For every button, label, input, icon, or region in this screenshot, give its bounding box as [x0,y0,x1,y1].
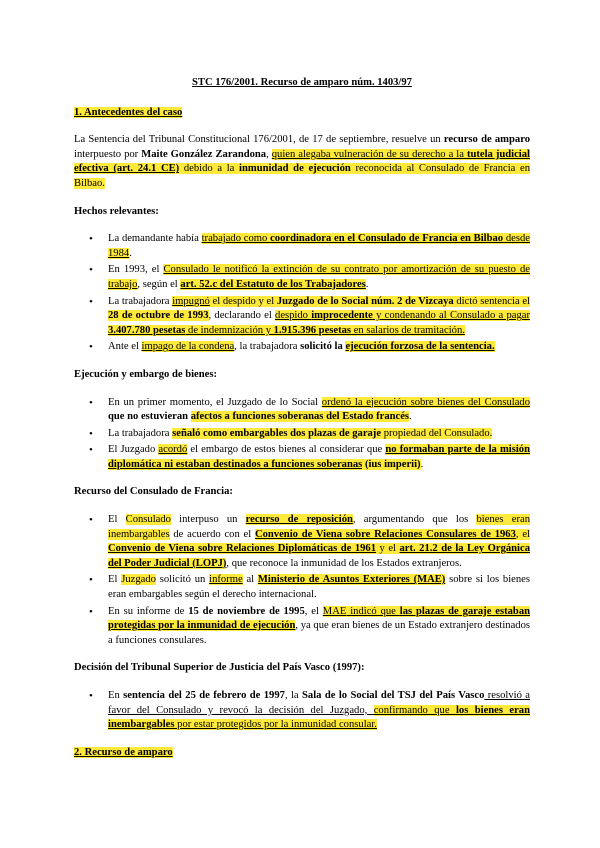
list-recurso [74,513,530,648]
list-item: • El Juzgado acordó el embargo de estos bienes al considerar que no formaban parte de la misión diplomática ni estaban destinados a funciones soberanas (ius imperii). [108,443,530,472]
list-item: • Ante el impago de la condena, la trabajadora solicitó la ejecución forzosa de la sentencia. [108,340,530,355]
document-title: STC 176/2001. Recurso de amparo núm. 1403/97 [192,77,412,88]
list-hechos [74,232,530,355]
list-item: • En sentencia del 25 de febrero de 1997, la Sala de lo Social del TSJ del País Vasco resolvió a favor del Consulado y revocó la decisión del Juzgado, confirmando que los bienes eran inembargables por estar protegidos por la inmunidad consular. [108,689,530,733]
subheading-recurso: Recurso del Consulado de Francia: [74,486,233,498]
list-item: • La trabajadora señaló como embargables dos plazas de garaje propiedad del Consulado. [108,427,530,442]
subheading-hechos: Hechos relevantes: [74,205,159,217]
list-item: • El Juzgado solicitó un informe al Ministerio de Asuntos Exteriores (MAE) sobre si los bienes eran embargables según el derecho internacional. [108,573,530,602]
list-item: • El Consulado interpuso un recurso de reposición, argumentando que los bienes eran inembargables de acuerdo con el Convenio de Viena sobre Relaciones Consulares de 1963, el Convenio de Viena sobre Relaciones Diplomáticas de 1961 y el art. 21.2 de la Ley Orgánica del Poder Judicial (LOPJ), que reconoce la inmunidad de los Estados extranjeros. [108,513,530,571]
intro-paragraph: La Sentencia del Tribunal Constitucional 176/2001, de 17 de septiembre, resuelve un recurso de amparo interpuesto por Maite González Zarandona, quien alegaba vulneración de su derecho a la tutela judicial efectiva (art. 24.1 CE) debido a la inmunidad de ejecución reconocida al Consulado de Francia en Bilbao. [74,134,531,189]
list-item: • En un primer momento, el Juzgado de lo Social ordenó la ejecución sobre bienes del Consulado que no estuvieran afectos a funciones soberanas del Estado francés. [108,396,530,425]
subheading-ejecucion: Ejecución y embargo de bienes: [74,368,218,380]
document-page [74,76,530,773]
section-heading-recurso-amparo: 2. Recurso de amparo [74,746,173,758]
list-item: • En 1993, el Consulado le notificó la extinción de su contrato por amortización de su puesto de trabajo, según el art. 52.c del Estatuto de los Trabajadores. [108,263,530,292]
subheading-decision: Decisión del Tribunal Superior de Justicia del País Vasco (1997): [74,662,365,674]
list-item: • La trabajadora impugnó el despido y el Juzgado de lo Social núm. 2 de Vizcaya dictó sentencia el 28 de octubre de 1993, declarando el despido improcedente y condenando al Consulado a pagar 3.407.780 pesetas de indemnización y 1.915.396 pesetas en salarios de tramitación. [108,295,530,339]
list-item: • La demandante había trabajado como coordinadora en el Consulado de Francia en Bilbao desde 1984. [108,232,530,261]
list-item: • En su informe de 15 de noviembre de 1995, el MAE indicó que las plazas de garaje estaban protegidas por la inmunidad de ejecución, ya que eran bienes de un Estado extranjero destinados a funciones consulares. [108,605,530,649]
section-heading-antecedentes: 1. Antecedentes del caso [74,106,183,118]
list-decision [74,689,530,733]
list-ejecucion [74,396,530,473]
